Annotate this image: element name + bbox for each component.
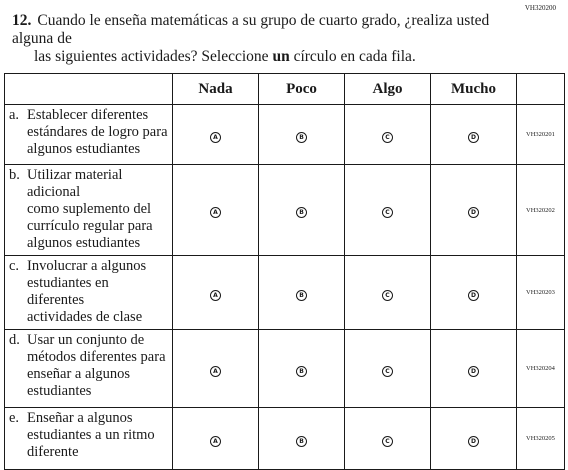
answer-bubble-d[interactable]: D	[468, 366, 479, 377]
statement-text: Usar un conjunto de métodos diferentes para enseñar a algunos estudiantes	[27, 332, 166, 399]
statement-cell	[5, 330, 173, 408]
option-cell	[345, 165, 431, 256]
table-row	[5, 408, 565, 470]
option-cell	[431, 330, 517, 408]
header-algo: Algo	[345, 74, 431, 105]
row-code: VH320202	[517, 165, 565, 256]
option-cell	[345, 256, 431, 330]
row-code: VH320205	[517, 408, 565, 470]
option-cell	[173, 165, 259, 256]
answer-bubble-d[interactable]: D	[468, 132, 479, 143]
row-letter: a.	[9, 107, 20, 123]
statement-text: Establecer diferentes estándares de logro para algunos estudiantes	[27, 107, 168, 157]
table-row	[5, 256, 565, 330]
answer-bubble-c[interactable]: C	[382, 436, 393, 447]
question-line-2-end: círculo en cada fila.	[289, 48, 416, 65]
header-row	[5, 74, 565, 105]
answer-bubble-a[interactable]: A	[210, 290, 221, 301]
question-prompt	[12, 12, 517, 66]
response-grid	[4, 73, 565, 470]
option-cell	[259, 165, 345, 256]
header-code-blank	[517, 74, 565, 105]
row-letter: e.	[9, 410, 20, 426]
option-cell	[431, 256, 517, 330]
answer-bubble-b[interactable]: B	[296, 366, 307, 377]
item-code: VH320200	[524, 4, 556, 12]
statement-cell	[5, 256, 173, 330]
answer-bubble-d[interactable]: D	[468, 207, 479, 218]
option-cell	[345, 330, 431, 408]
answer-bubble-c[interactable]: C	[382, 132, 393, 143]
answer-bubble-a[interactable]: A	[210, 207, 221, 218]
statement-cell	[5, 408, 173, 470]
answer-bubble-c[interactable]: C	[382, 290, 393, 301]
row-code: VH320201	[517, 105, 565, 165]
option-cell	[259, 330, 345, 408]
option-cell	[173, 105, 259, 165]
answer-bubble-c[interactable]: C	[382, 207, 393, 218]
option-cell	[259, 105, 345, 165]
statement-cell	[5, 165, 173, 256]
question-emphasis: un	[272, 48, 290, 65]
statement-text: Enseñar a algunos estudiantes a un ritmo diferente	[27, 410, 155, 460]
row-code: VH320203	[517, 256, 565, 330]
option-cell	[173, 256, 259, 330]
answer-bubble-a[interactable]: A	[210, 436, 221, 447]
header-mucho: Mucho	[431, 74, 517, 105]
statement-text: Involucrar a algunos estudiantes en diferentes actividades de clase	[27, 258, 147, 325]
answer-bubble-d[interactable]: D	[468, 290, 479, 301]
option-cell	[173, 408, 259, 470]
table-row	[5, 165, 565, 256]
answer-bubble-b[interactable]: B	[296, 132, 307, 143]
question-line-1: Cuando le enseña matemáticas a su grupo de cuarto grado, ¿realiza usted alguna de	[12, 12, 490, 47]
option-cell	[259, 256, 345, 330]
answer-bubble-a[interactable]: A	[210, 132, 221, 143]
row-letter: d.	[9, 332, 20, 348]
statement-text: Utilizar material adicional como suplemento del currículo regular para algunos estudiantes	[27, 167, 153, 251]
option-cell	[345, 105, 431, 165]
question-number: 12.	[12, 12, 32, 29]
option-cell	[345, 408, 431, 470]
header-blank	[5, 74, 173, 105]
answer-bubble-b[interactable]: B	[296, 207, 307, 218]
option-cell	[173, 330, 259, 408]
header-poco: Poco	[259, 74, 345, 105]
answer-bubble-b[interactable]: B	[296, 436, 307, 447]
option-cell	[431, 105, 517, 165]
option-cell	[431, 165, 517, 256]
row-letter: b.	[9, 167, 20, 183]
answer-bubble-a[interactable]: A	[210, 366, 221, 377]
row-code: VH320204	[517, 330, 565, 408]
row-letter: c.	[9, 258, 20, 274]
table-row	[5, 330, 565, 408]
answer-bubble-b[interactable]: B	[296, 290, 307, 301]
statement-cell	[5, 105, 173, 165]
question-line-2-start: las siguientes actividades? Seleccione	[34, 48, 273, 65]
answer-bubble-c[interactable]: C	[382, 366, 393, 377]
header-nada: Nada	[173, 74, 259, 105]
option-cell	[259, 408, 345, 470]
answer-bubble-d[interactable]: D	[468, 436, 479, 447]
table-row	[5, 105, 565, 165]
option-cell	[431, 408, 517, 470]
